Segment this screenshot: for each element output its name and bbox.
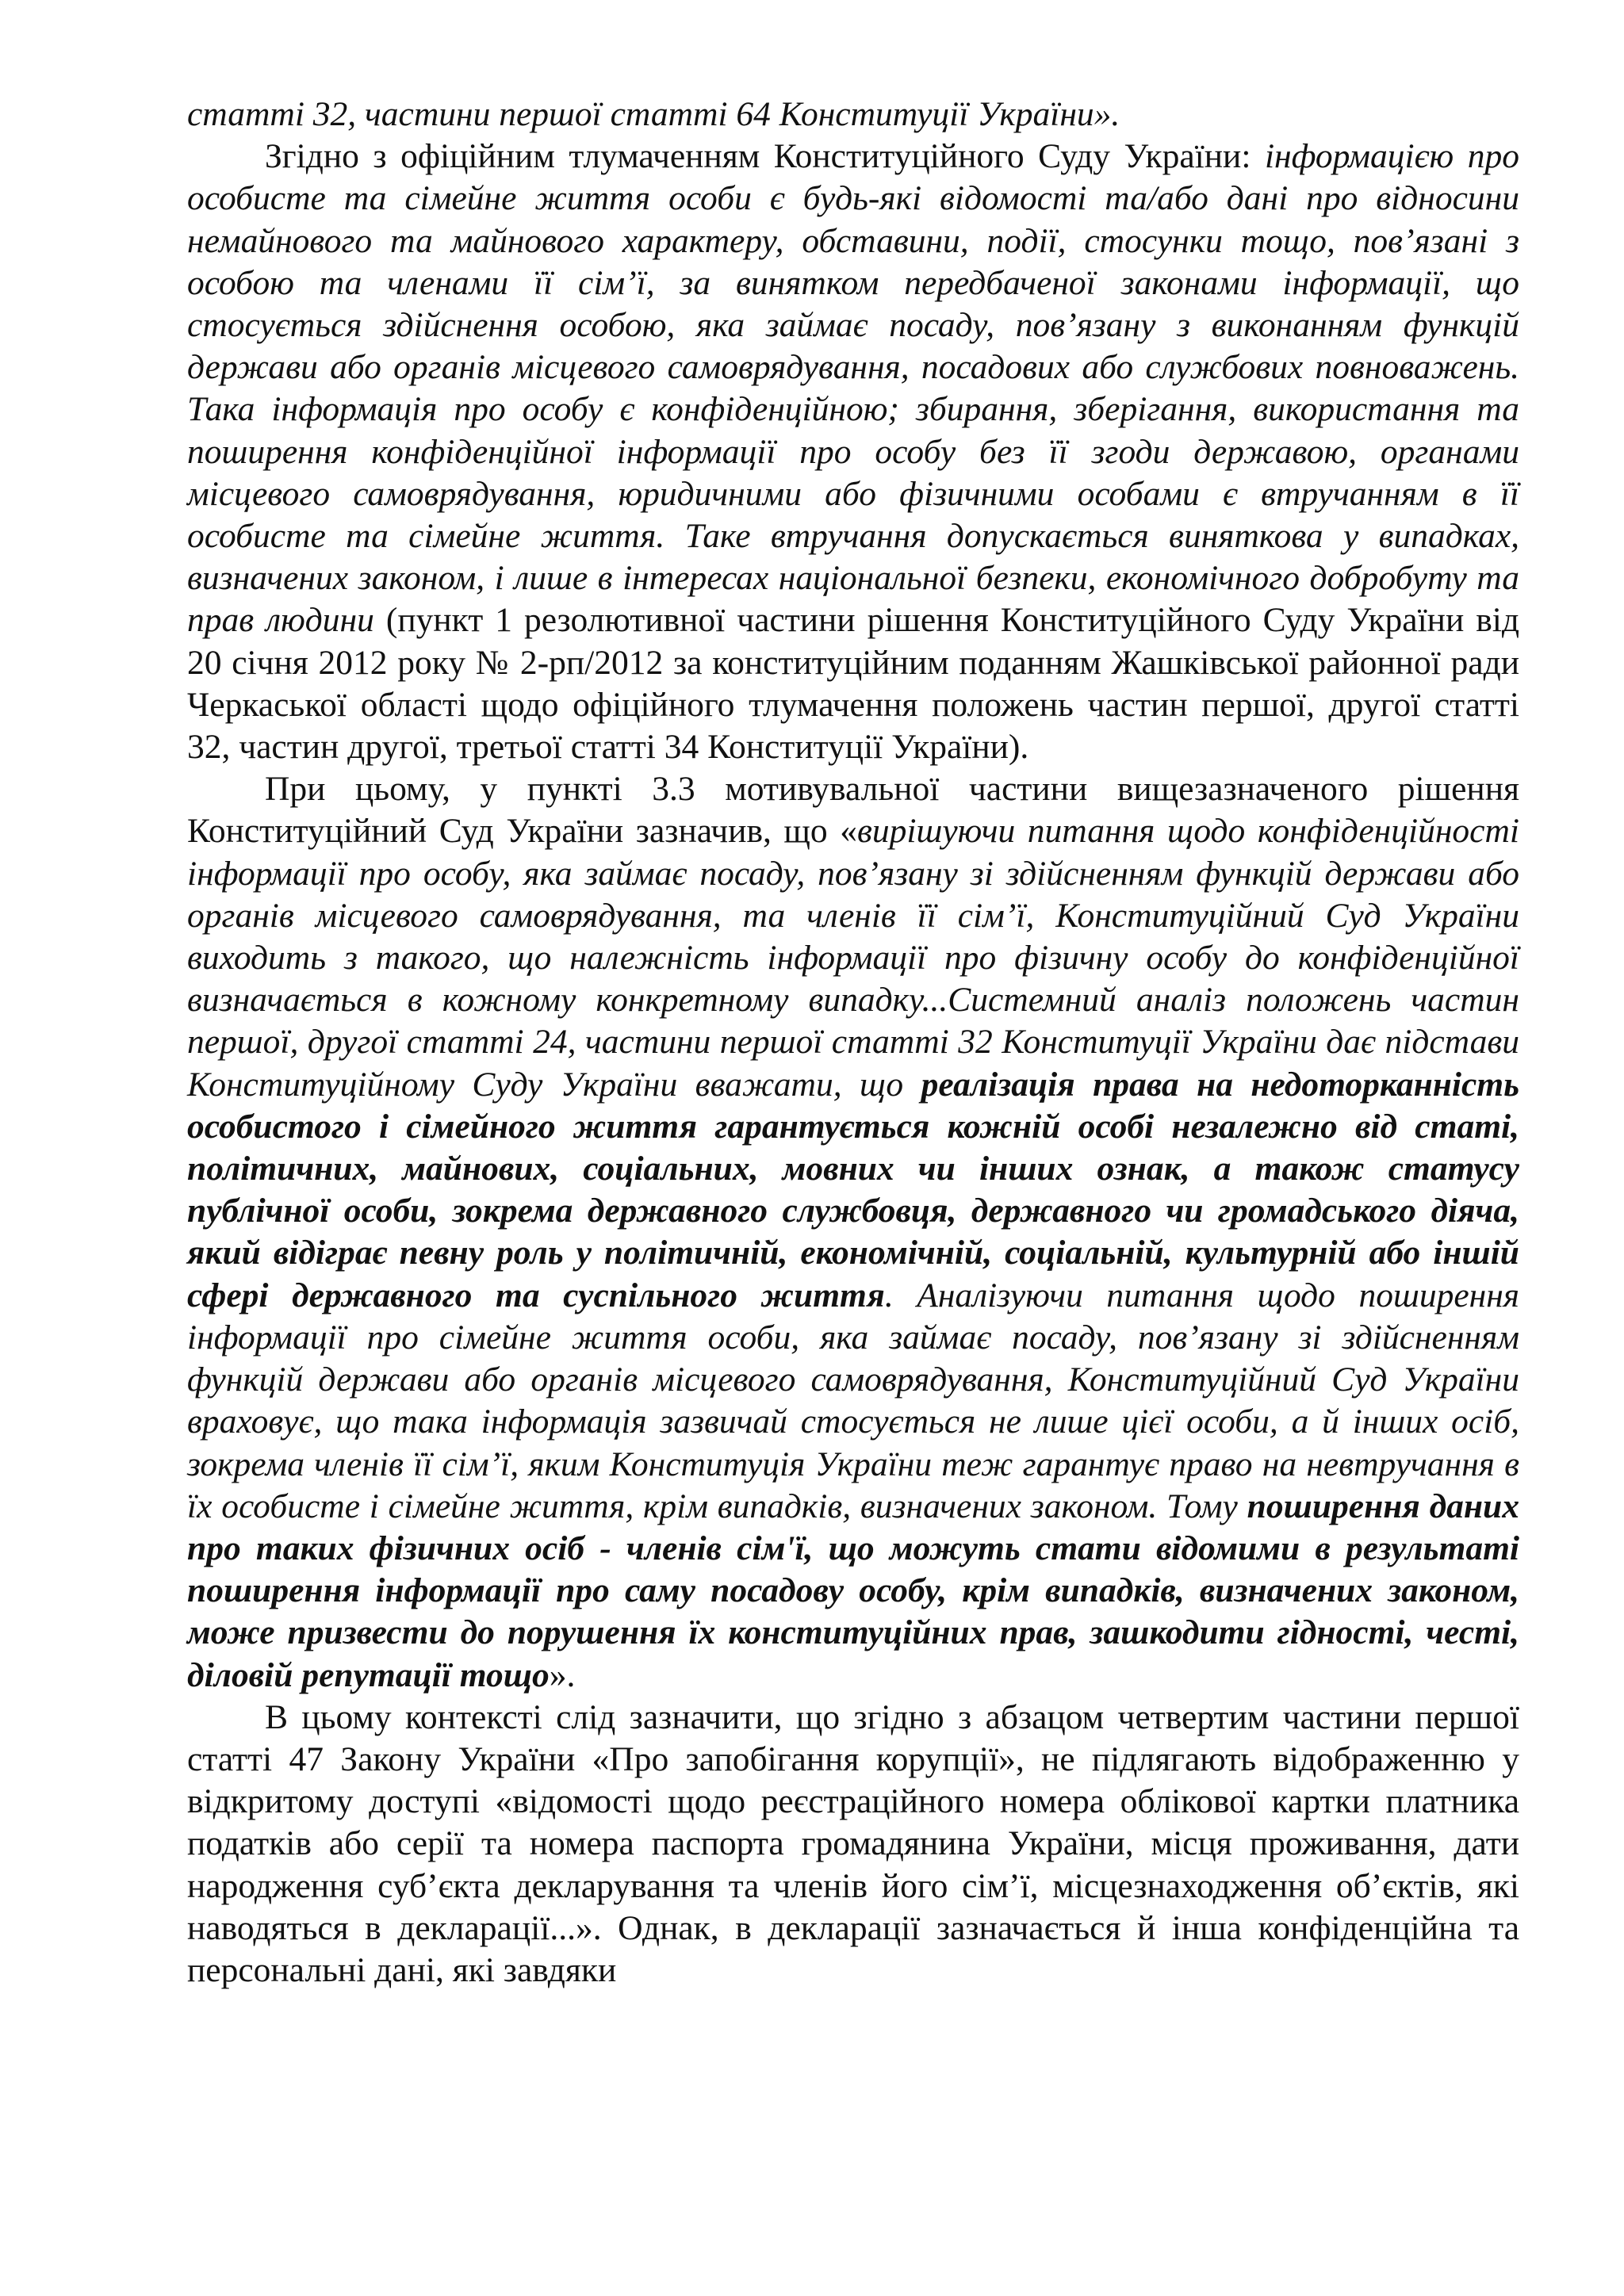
paragraph-2-quote: інформацією про особисте та сімейне життя особи є будь-які відомості та/або дані про відносини немайнового та майнового характеру, обставини, події, стосунки тощо, пов’язані з особою та членами її сім’ї, за винятком передбаченої законами інформації, що стосується здійснення особою, яка займає посаду, пов’язану з виконанням функцій держави або органів місцевого самоврядування, посадових або службових повноважень. Така інформація про особу є конфіденційною; збирання, зберігання, використання та поширення конфіденційної інформації про особу без її згоди державою, органами місцевого самоврядування, юридичними або фізичними особами є втручанням в її особисте та сімейне життя. Таке втручання допускається виняткова у випадках, визначених законом, і лише в інтересах національної безпеки, економічного добробуту та прав людини	[187, 137, 1520, 640]
paragraph-4-text: В цьому контексті слід зазначити, що згідно з абзацом четвертим частини першої статті 47 Закону України «Про запобігання корупції», не підлягають відображенню у відкритому доступі «відомості щодо реєстраційного номера облікової картки платника податків або серії та номера паспорта громадянина України, місця проживання, дати народження суб’єкта декларування та членів його сім’ї, місцезнаходження об’єктів, які наводяться в декларації...». Однак, в декларації зазначається й інша конфіденційна та персональні дані, які завдяки	[187, 1697, 1519, 1989]
paragraph-2-citation: (пункт 1 резолютивної частини рішення Конституційного Суду України від 20 січня 2012 року № 2-рп/2012 за конституційним поданням Жашківської районної ради Черкаської області щодо офіційного тлумачення положень частин першої, другої статті 32, частин другої, третьої статті 34 Конституції України).	[187, 601, 1519, 767]
document-page	[187, 94, 1519, 1992]
paragraph-3-emphasis-b: поширення даних про таких фізичних осіб - членів сім'ї, що можуть стати відомими в результаті поширення інформації про саму посадову особу, крім випадків, визначених законом, може призвести до порушення їх конституційних прав, зашкодити гідності, честі, діловій репутації тощо	[187, 1487, 1520, 1694]
paragraph-3-quote-a: вирішуючи питання щодо конфіденційності інформації про особу, яка займає посаду, пов’язану зі здійсненням функцій держави або органів місцевого самоврядування, та членів її сім’ї, Конституційний Суд України виходить з такого, що належність інформації про фізичну особу до конфіденційної визначається в кожному конкретному випадку...Системний аналіз положень частин першої, другої статті 24, частини першої статті 32 Конституції України дає підстави Конституційному Суду України вважати, що	[187, 812, 1519, 1104]
paragraph-3-closing-quote: ».	[549, 1655, 576, 1694]
paragraph-1-italic: статті 32, частини першої статті 64 Конституції України».	[187, 95, 1120, 133]
paragraph-1	[187, 94, 1519, 136]
paragraph-3-quote-b: . Аналізуючи питання щодо поширення інформації про сімейне життя особи, яка займає посаду, пов’язану зі здійсненням функцій держави або органів місцевого самоврядування, Конституційний Суд України враховує, що така інформація зазвичай стосується не лише цієї особи, а й інших осіб, зокрема членів її сім’ї, яким Конституція України теж гарантує право на невтручання в їх особисте і сімейне життя, крім випадків, визначених законом. Тому	[187, 1276, 1520, 1525]
paragraph-3	[187, 768, 1519, 1696]
paragraph-2-intro: Згідно з офіційним тлумаченням Конституційного Суду України:	[265, 137, 1265, 176]
paragraph-3-emphasis-a: реалізація права на недоторканність особистого і сімейного життя гарантується кожній особі незалежно від статі, політичних, майнових, соціальних, мовних чи інших ознак, а також статусу публічної особи, зокрема державного службовця, державного чи громадського діяча, який відіграє певну роль у політичній, економічній, соціальній, культурній або іншій сфері державного та суспільного життя	[187, 1065, 1520, 1314]
paragraph-2	[187, 136, 1519, 768]
paragraph-3-intro: При цьому, у пункті 3.3 мотивувальної частини вищезазначеного рішення Конституційний Суд України зазначив, що «	[187, 770, 1519, 851]
paragraph-4	[187, 1697, 1519, 1992]
